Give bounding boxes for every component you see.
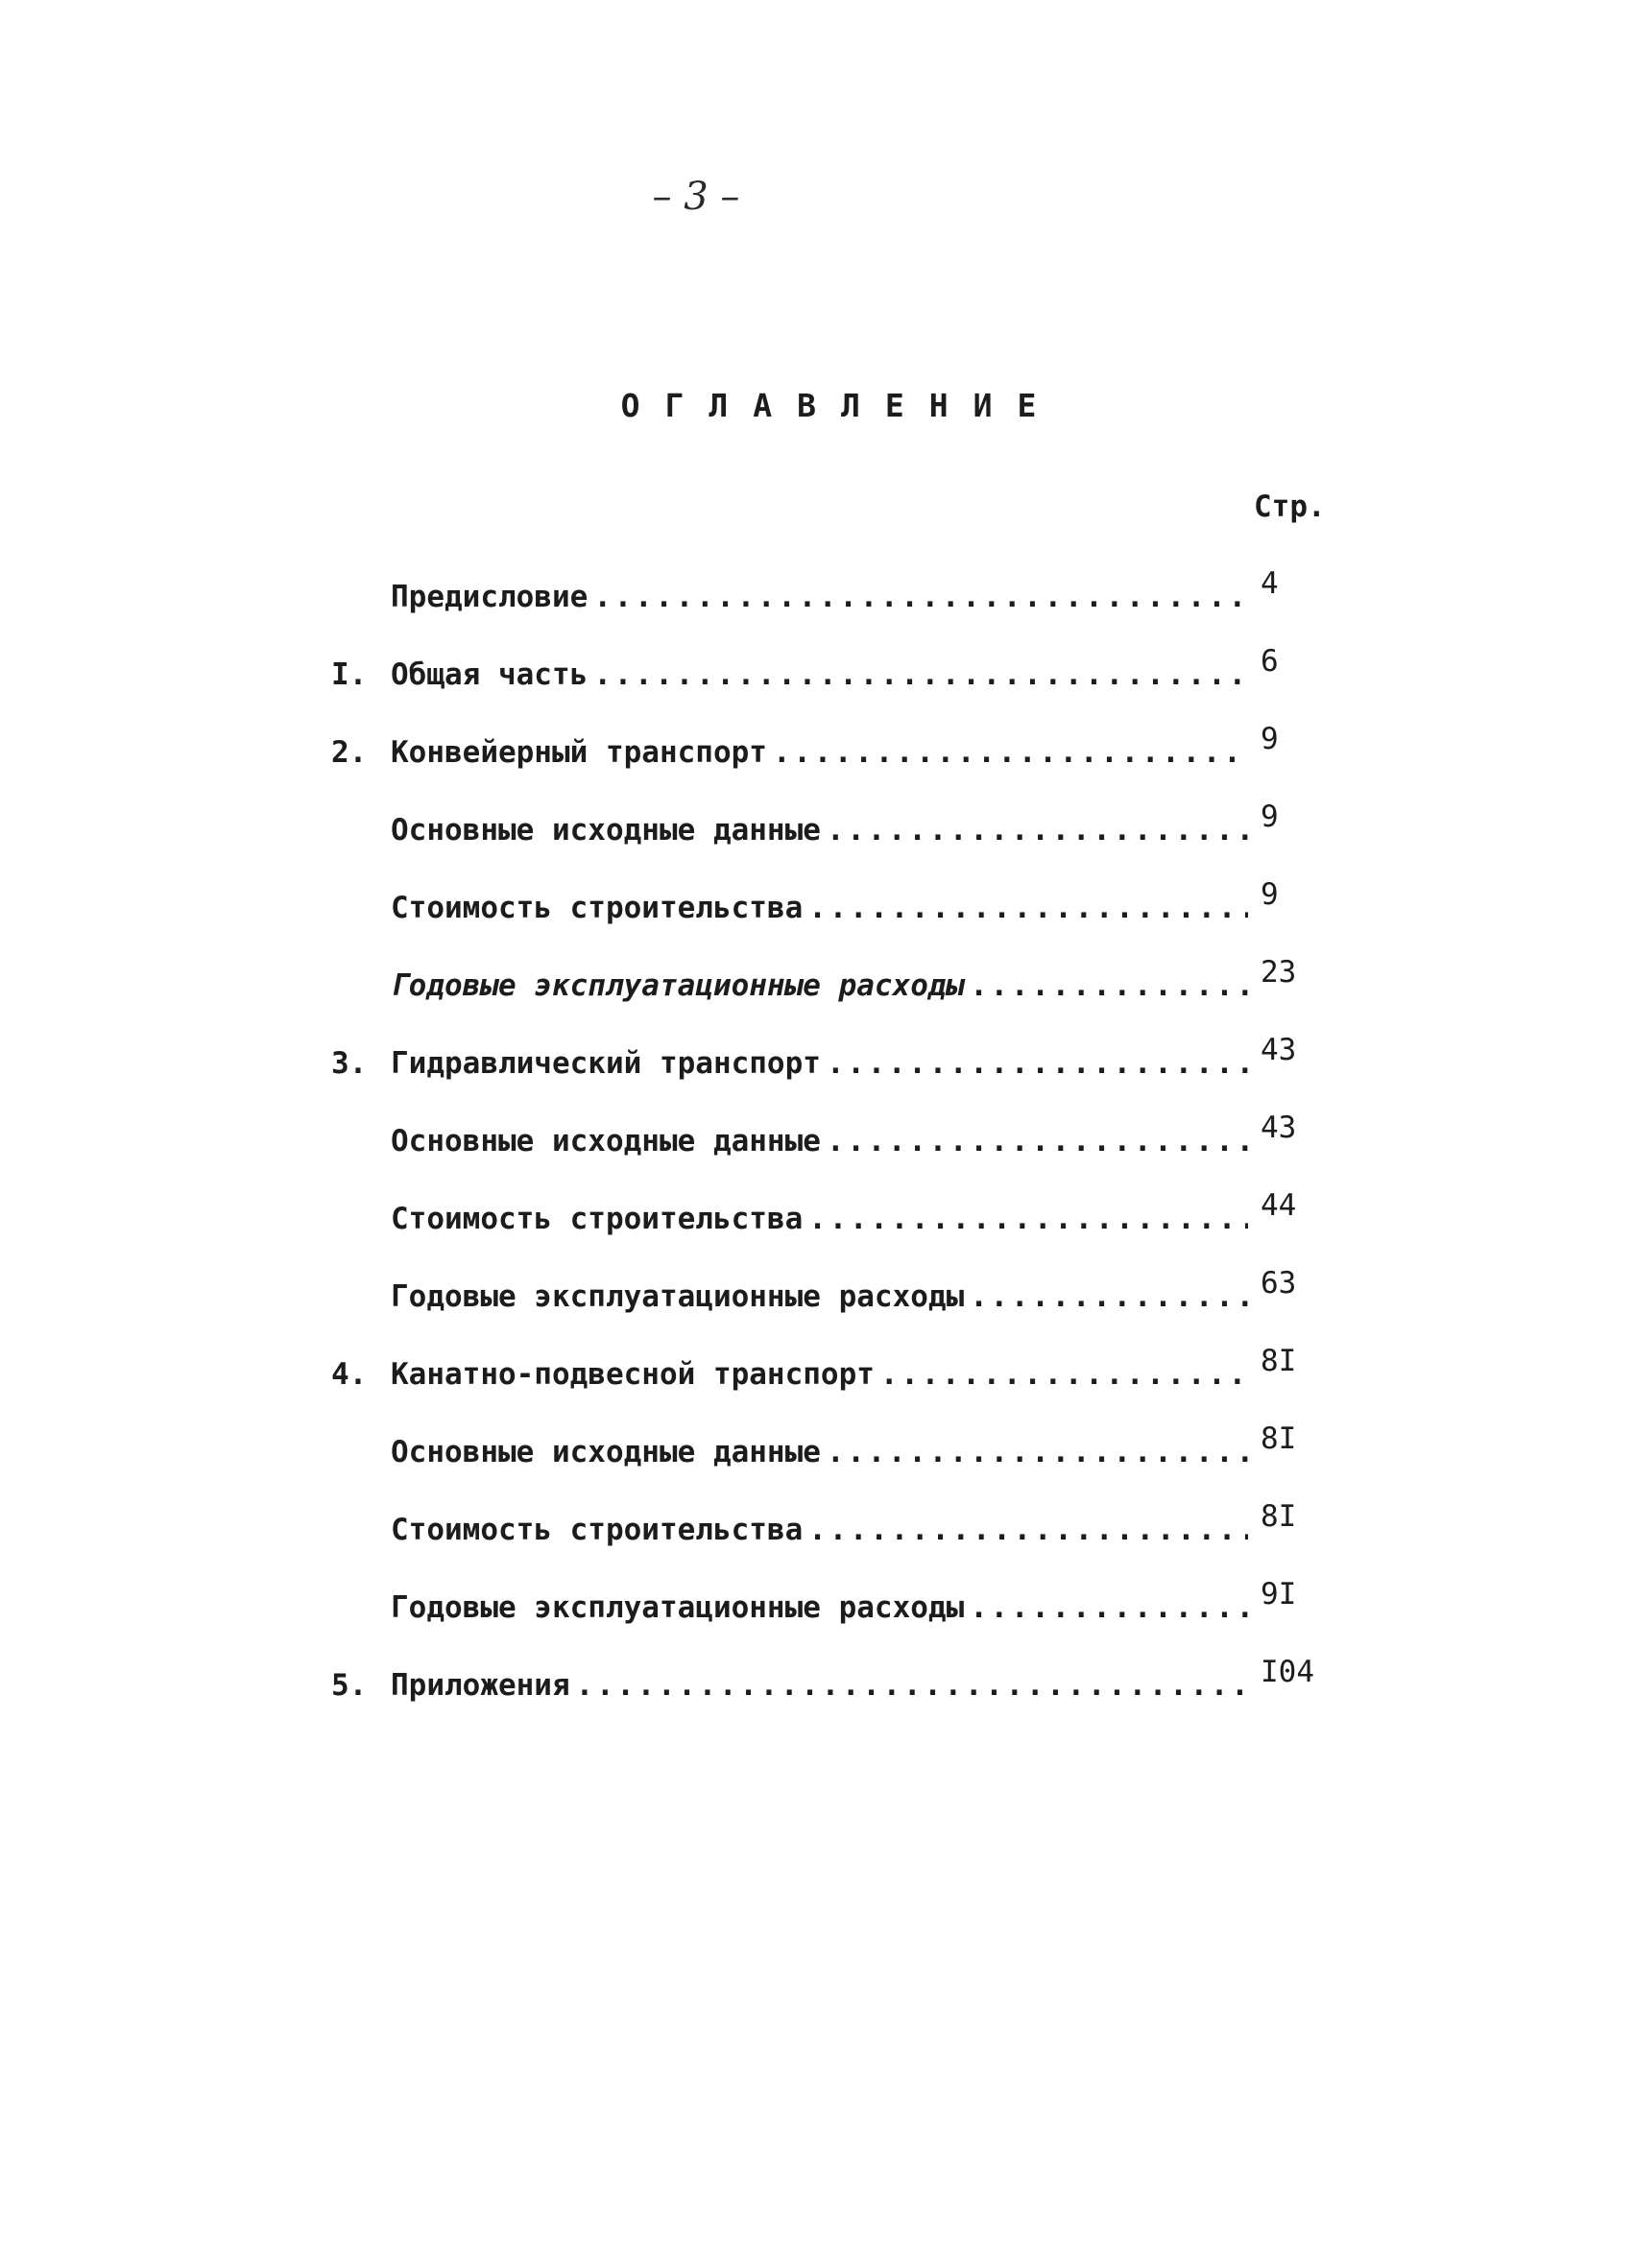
toc-entry-title: Общая часть [391,657,589,692]
dot-leader [827,1124,1248,1158]
toc-entry-preface [331,566,1310,657]
toc-entry-title: Стоимость строительства [391,1513,804,1547]
dot-leader [593,580,1248,614]
dot-leader [773,735,1248,770]
toc-entry-title: Приложения [391,1668,570,1703]
toc-entry-page: 9 [1261,722,1279,756]
toc-entry-title: Основные исходные данные [391,1124,821,1158]
toc-entry-page: 8I [1261,1421,1297,1456]
toc-entry-title: Предисловие [391,580,589,614]
toc-entry-cable [331,1344,1310,1435]
dot-leader [808,891,1248,925]
dot-leader [808,1513,1248,1547]
toc-entry-title: Канатно-подвесной транспорт [391,1357,875,1392]
toc-entry-number: 3. [331,1046,368,1081]
toc-entry-page: 43 [1261,1033,1297,1067]
toc-subentry [331,1499,1310,1590]
toc-entry-page: 8I [1261,1344,1297,1378]
toc-entry-title: Основные исходные данные [391,1435,821,1469]
toc-subentry [331,1421,1310,1513]
toc-entry-title: Стоимость строительства [391,1202,804,1236]
toc-entry-hydraulic [331,1033,1310,1124]
dot-leader [827,1435,1248,1469]
toc-subentry [331,1266,1310,1357]
dot-leader [827,813,1248,848]
toc-entry-page: 43 [1261,1110,1297,1145]
dot-leader [970,1590,1248,1625]
toc-entry-page: 9I [1261,1577,1297,1611]
toc-entry-title: Годовые эксплуатационные расходы [391,1279,965,1314]
toc-entry-page: 44 [1261,1188,1297,1223]
dot-leader [970,968,1248,1003]
toc-entry-number: 4. [331,1357,368,1392]
toc-subentry [331,1577,1310,1668]
toc-subentry [331,955,1310,1046]
toc-entry-title: Гидравлический транспорт [391,1046,821,1081]
dot-leader [827,1046,1248,1081]
toc-entry-appendices [331,1655,1314,1746]
toc-entry-title: Годовые эксплуатационные расходы [391,968,965,1003]
toc-entry-title: Годовые эксплуатационные расходы [391,1590,965,1625]
toc-entry-number: I. [331,657,368,692]
dot-leader [576,1668,1248,1703]
toc-entry-title: Основные исходные данные [391,813,821,848]
toc-entry-general [331,644,1310,735]
toc-entry-number: 5. [331,1668,368,1703]
toc-entry-page: 8I [1261,1499,1297,1534]
toc-entry-title: Стоимость строительства [391,891,804,925]
toc-entry-page: 23 [1261,955,1297,990]
page-column-label: Стр. [1254,489,1326,524]
toc-entry-page: 6 [1261,644,1279,679]
toc-entry-conveyor [331,722,1310,813]
dot-leader [593,657,1248,692]
page-number: – 3 – [652,175,740,219]
toc-entry-number: 2. [331,735,368,770]
toc-entry-page: I04 [1261,1655,1314,1689]
toc-entry-title: Конвейерный транспорт [391,735,767,770]
table-of-contents [331,566,1314,1746]
toc-subentry [331,800,1310,891]
toc-entry-page: 9 [1261,877,1279,912]
dot-leader [880,1357,1248,1392]
toc-entry-page: 9 [1261,800,1279,834]
toc-subentry [331,877,1310,968]
toc-entry-page: 63 [1261,1266,1297,1301]
dot-leader [970,1279,1248,1314]
page-title: ОГЛАВЛЕНИЕ [620,387,1062,424]
toc-subentry [331,1188,1310,1279]
toc-subentry [331,1110,1310,1202]
toc-entry-page: 4 [1261,566,1279,601]
dot-leader [808,1202,1248,1236]
